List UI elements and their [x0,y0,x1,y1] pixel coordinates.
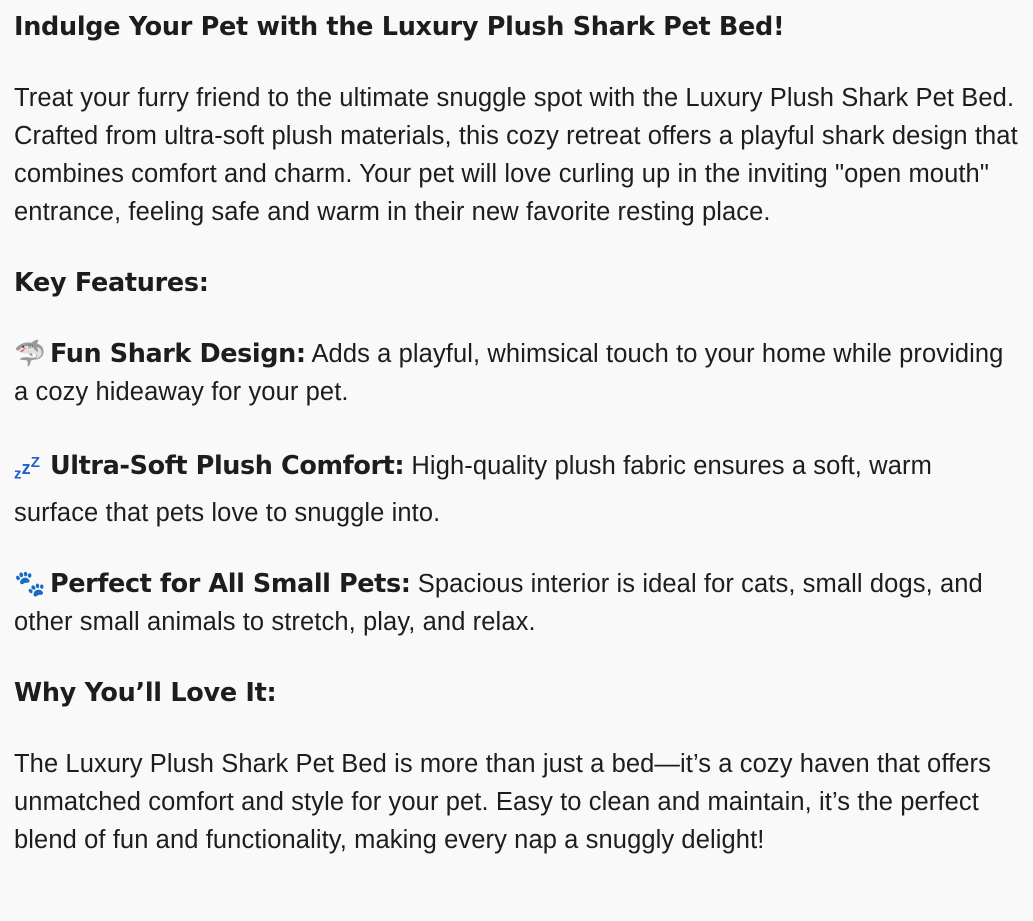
feature-text: Spacious interior is ideal for cats, small dogs, and other small animals to stretch, play, and relax. [14,569,983,636]
feature-item [14,565,1023,641]
features-heading: Key Features: [14,268,209,298]
feature-item [14,444,1023,532]
feature-label: Ultra-Soft Plush Comfort: [50,451,405,481]
why-paragraph: The Luxury Plush Shark Pet Bed is more than just a bed—it’s a cozy haven that offers unmatched comfort and style for your pet. Easy to clean and maintain, it’s the perfect blend of fun and functionality, making every nap a snuggly delight! [14,749,991,854]
why-heading: Why You’ll Love It: [14,677,277,708]
feature-label: Fun Shark Design: [50,339,306,369]
title: Indulge Your Pet with the Luxury Plush Shark Pet Bed! [14,12,785,42]
feature-item [14,335,1023,411]
feature-text: Adds a playful, whimsical touch to your home while providing a cozy hideaway for your pet. [14,340,1004,406]
feature-text: High-quality plush fabric ensures a soft, warm surface that pets love to snuggle into. [14,452,932,527]
intro-paragraph: Treat your furry friend to the ultimate snuggle spot with the Luxury Plush Shark Pet Bed. Crafted from ultra-soft plush materials, this cozy retreat offers a playful shark design that combines comfort and charm. Your pet will love curling up in the inviting "open mouth" entrance, feeling safe and warm in their new favorite resting place. [14,84,1018,226]
shark-icon: 🦈 [14,340,46,368]
feature-label: Perfect for All Small Pets: [50,568,411,599]
zzz-icon: $_zz^Z$ [14,454,40,483]
paw-prints-icon: 🐾 [14,569,46,598]
